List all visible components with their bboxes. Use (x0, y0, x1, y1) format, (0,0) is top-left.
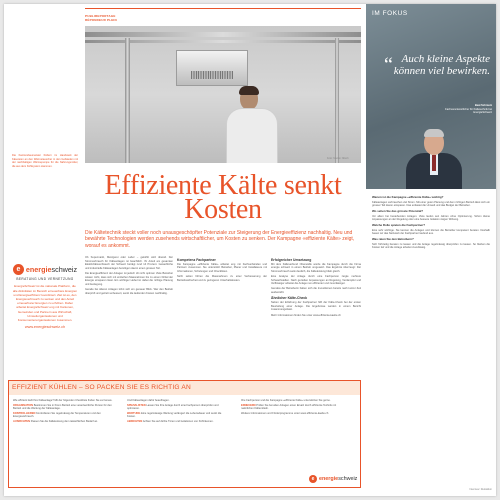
paragraph: Die Kampagne «effiziente Kälte» arbeitet eng mit Fachverbänden und Partnern zusammen. Sie unterstützt Betreiber, Planer und Installateure mit Informationen, Schulungen und Checklisten. (177, 262, 267, 273)
quote-source-role: Fachverantwortlicher für Kältetechnik bei EnergieSchweiz (445, 107, 492, 115)
technician-figure (226, 88, 276, 163)
interview-credit: Interview: Redaktion (469, 488, 492, 491)
paragraph: Ob Supermarkt, Metzgerei oder Labor – gekühlt wird überall. Der Stromverbrauch für Kälteanlagen ist beachtlich. Ihr Anteil am gesamten Elektrizitätsverbrauch der Schweiz beträgt rund 14 Prozent. Gewerbliche und industrielle Kälteanlagen benötigen davon einen grossen Teil. (85, 256, 173, 270)
tip-item: Und Kälteanlagen dafür beauftragen. (127, 399, 170, 402)
cooling-unit (176, 50, 248, 86)
sidebar-body: EnergieSchweiz ist die nationale Plattform, die alle Aktivitäten im Bereich erneuerbare Energien und Energieeffizienz koordiniert. Ziel ist es, den Energieverbrauch zu senken und den Anteil erneuerbarer Energien zu erhöhen. Dabei arbeitet EnergieSchweiz eng mit Kantonen, Gemeinden und Partnern aus Wirtschaft, Umweltorganisationen und Konsumentenorganisationen zusammen. (12, 284, 78, 323)
focus-quote: Auch kleine Aspekte können viel bewirken. (393, 53, 490, 77)
kicker: PUBLIREPORTAGE RÉPONDEUR PLEIN (85, 14, 117, 23)
tip-item: ERNEUERN Prüfen Sie bei alten Anlagen einen Ersatz durch effiziente Technik mit natürlichen Kältemitteln. (241, 403, 337, 411)
interview-answer: Eine sehr wichtige. Sie kennen die Anlagen und können die Betreiber kompetent beraten. Deshalb bauen wir das Netzwerk der Fachpartner laufend aus. (372, 228, 490, 236)
quote-source (432, 104, 492, 115)
subheading: Ähnlicher Kälte-Check (271, 296, 308, 301)
interview (372, 194, 490, 252)
tip-item: ABDICHTEN Achten Sie auf dichte Türen und Isolationen von Kühlräumen. (127, 419, 214, 423)
article-photo (85, 26, 361, 163)
logo-word: energie (25, 265, 52, 274)
paragraph: Eine Analyse der Anlage durch eine Fachperson zeigte mehrere Schwachstellen. Nach gezielten Anpassungen an Regelung, Verdampfer und Verflüssiger arbeitet die Anlage nun effizienter und zuverlässiger. (271, 274, 361, 286)
tip-column-2 (127, 399, 227, 425)
article-page (4, 4, 496, 496)
body-column-3 (271, 256, 361, 319)
tip-column-1 (13, 399, 113, 425)
tip-item: Ihre Fachperson und die Kampagne «effiziente Kälte» unterstützen Sie gerne. (241, 399, 331, 402)
body-column-1 (85, 256, 173, 297)
paragraph: Mehr Informationen finden Sie unter www.effiziente-kaelte.ch (271, 313, 341, 317)
focus-label: IM FOKUS (372, 10, 408, 17)
interview-answer: Kälteanlagen verbrauchen viel Strom. Mit einer guten Planung und dem richtigen Betrieb lässt sich ein grosser Teil davon einsparen. Das entlastet die Umwelt und das Budget der Betreiber. (372, 200, 490, 208)
subheading: Kompetenz Fachpartner (177, 257, 216, 262)
lead-text: Die Kältetechnik steckt voller noch unausgeschöpfter Potenziale zur Steigerung der Energieeffizienz nachhaltig. Neu und bewährte Technologien werden zusehends wirtschaftlicher, um Kosten zu senken. Der Kampagne «effiziente Kälte» zeigt, worauf es ankommt. (85, 230, 355, 249)
logo-mark-icon: e (13, 264, 24, 275)
paragraph: Gemäss der Betreiberin haben sich die Investitionen bereits nach kurzer Zeit ausbezahlt. (271, 287, 361, 294)
interview-question: Warum ist die Kampagne «effiziente Kälte» wichtig? (372, 195, 444, 199)
tip-box-logo (309, 475, 357, 483)
sidebar-tagline: BERATUNG UND VERNETZUNG (16, 277, 74, 281)
tip-item: SPEZIALISTEN Lassen Sie Ihre Anlage durch eine Fachperson überprüfen und optimieren. (127, 403, 219, 411)
vertical-pipe-2 (335, 38, 339, 163)
tip-column-3 (241, 399, 341, 416)
tip-box-title: EFFIZIENT KÜHLEN – SO PACKEN SIE ES RICHTIG AN (9, 381, 360, 395)
energieschweiz-sidebar (12, 264, 78, 329)
focus-panel (366, 4, 496, 189)
sidebar-url-link[interactable]: www.energieschweiz.ch (24, 325, 66, 330)
interview-question: Was raten Sie den Betreibern? (372, 236, 414, 241)
paragraph: Mit dem Kälteverbund Oberwallis wurde die Kampagne durch die Firma energie schweiz in einem Betrieb umgesetzt. Das Ergebnis überzeugt: Der Stromverbrauch sank deutlich, die Kälteleistung blieb gleich. (271, 262, 361, 273)
vertical-pipe (125, 38, 130, 163)
headline: Effiziente Kälte senkt Kosten (104, 170, 342, 225)
paragraph: Nicht selten führen die Massnahmen zu einer Verbesserung der Betriebssicherheit und zu geringeren Unterhaltskosten. (177, 274, 267, 282)
paragraph: Gerade bei älteren Anlagen lohnt sich ein genauer Blick. Wer den Betrieb überprüft und gezielt verbessert, senkt die laufenden Kosten nachhaltig. (85, 287, 173, 295)
interview-question: Wo sehen Sie das grösste Potenzial? (372, 208, 424, 213)
tip-item: WARTUNG Eine regelmässige Wartung verlängert die Lebensdauer und senkt die Kosten. (127, 411, 222, 419)
energieschweiz-logo (12, 264, 78, 275)
tip-item: AUSRICHTEN Passen Sie die Kälteleistung dem tatsächlichen Bedarf an. (13, 419, 98, 423)
top-rule (85, 8, 361, 9)
tip-box (8, 380, 361, 488)
quote-mark-icon: “ (384, 54, 393, 76)
tip-item: KONTROLLIEREN Kontrollieren Sie regelmässig die Temperaturen und den Energieverbrauch. (13, 411, 101, 419)
interview-answer: Sich frühzeitig beraten zu lassen und die Anlage regelmässig überprüfen zu lassen. So bleiben die Kosten tief und die Anlage arbeitet zuverlässig. (372, 242, 490, 250)
body-column-2 (177, 256, 267, 284)
subheading: Erfolgreicher Umsetzung (271, 257, 312, 262)
interview-answer: Vor allem bei bestehenden Anlagen. Viele laufen seit Jahren ohne Optimierung. Schon kleine Anpassungen an der Regelung oder eine bessere Isolation zeigen Wirkung. (372, 214, 490, 222)
logo-word: energie (319, 476, 339, 482)
photo-caption-text: Die Kantonsbaumeister fördern im Handwerk der Käsereien an den Wärmetauscher in den Gebäuden mit der nachhaltigen Wärmepumpe für die Nahrungsmittel, die aus dem Kühlsystem stammen. (12, 154, 78, 168)
quote-source-name: Beat Schmutz (474, 104, 492, 107)
interview-question: Welche Rolle spielen die Fachpartner? (372, 222, 425, 227)
tip-item: Weitere Informationen und Förderprogramme unter www.effiziente-kaelte.ch (241, 411, 329, 415)
portrait-photo (380, 117, 470, 189)
photo-caption (12, 154, 78, 170)
tip-item: ORGANISATION Bestimmen Sie in Ihrem Betrieb eine verantwortliche Person für den Betrieb und die Wartung der Kälteanlage. (13, 403, 112, 411)
logo-word-suffix: schweiz (51, 265, 78, 274)
ceiling-pipe (85, 32, 361, 37)
logo-mark-icon: e (309, 475, 317, 483)
photo-credit: Foto: Marion Nitsch (327, 157, 349, 160)
tip-item: Wie effizient läuft Ihre Kälteanlage? Mit der folgenden Checkliste finden Sie es heraus. (13, 399, 113, 402)
paragraph: Die Energieeffizienz der Anlagen ist jedoch oft nicht optimal. Viele Betreiber wissen nicht, dass sich mit einfachen Massnahmen bis zu einem Drittel der Energie einsparen lässt. Ein wichtiger Hebel ist dabei die richtige Planung und Auslegung. (85, 271, 173, 286)
paragraph: Neben der Erfahrung der Fachpartner hilft der Kälte-Check bei der ersten Beurteilung einer Anlage. Die Ergebnisse werden in einem Bericht zusammengefasst. (271, 301, 361, 312)
logo-word-suffix: schweiz (338, 476, 358, 482)
